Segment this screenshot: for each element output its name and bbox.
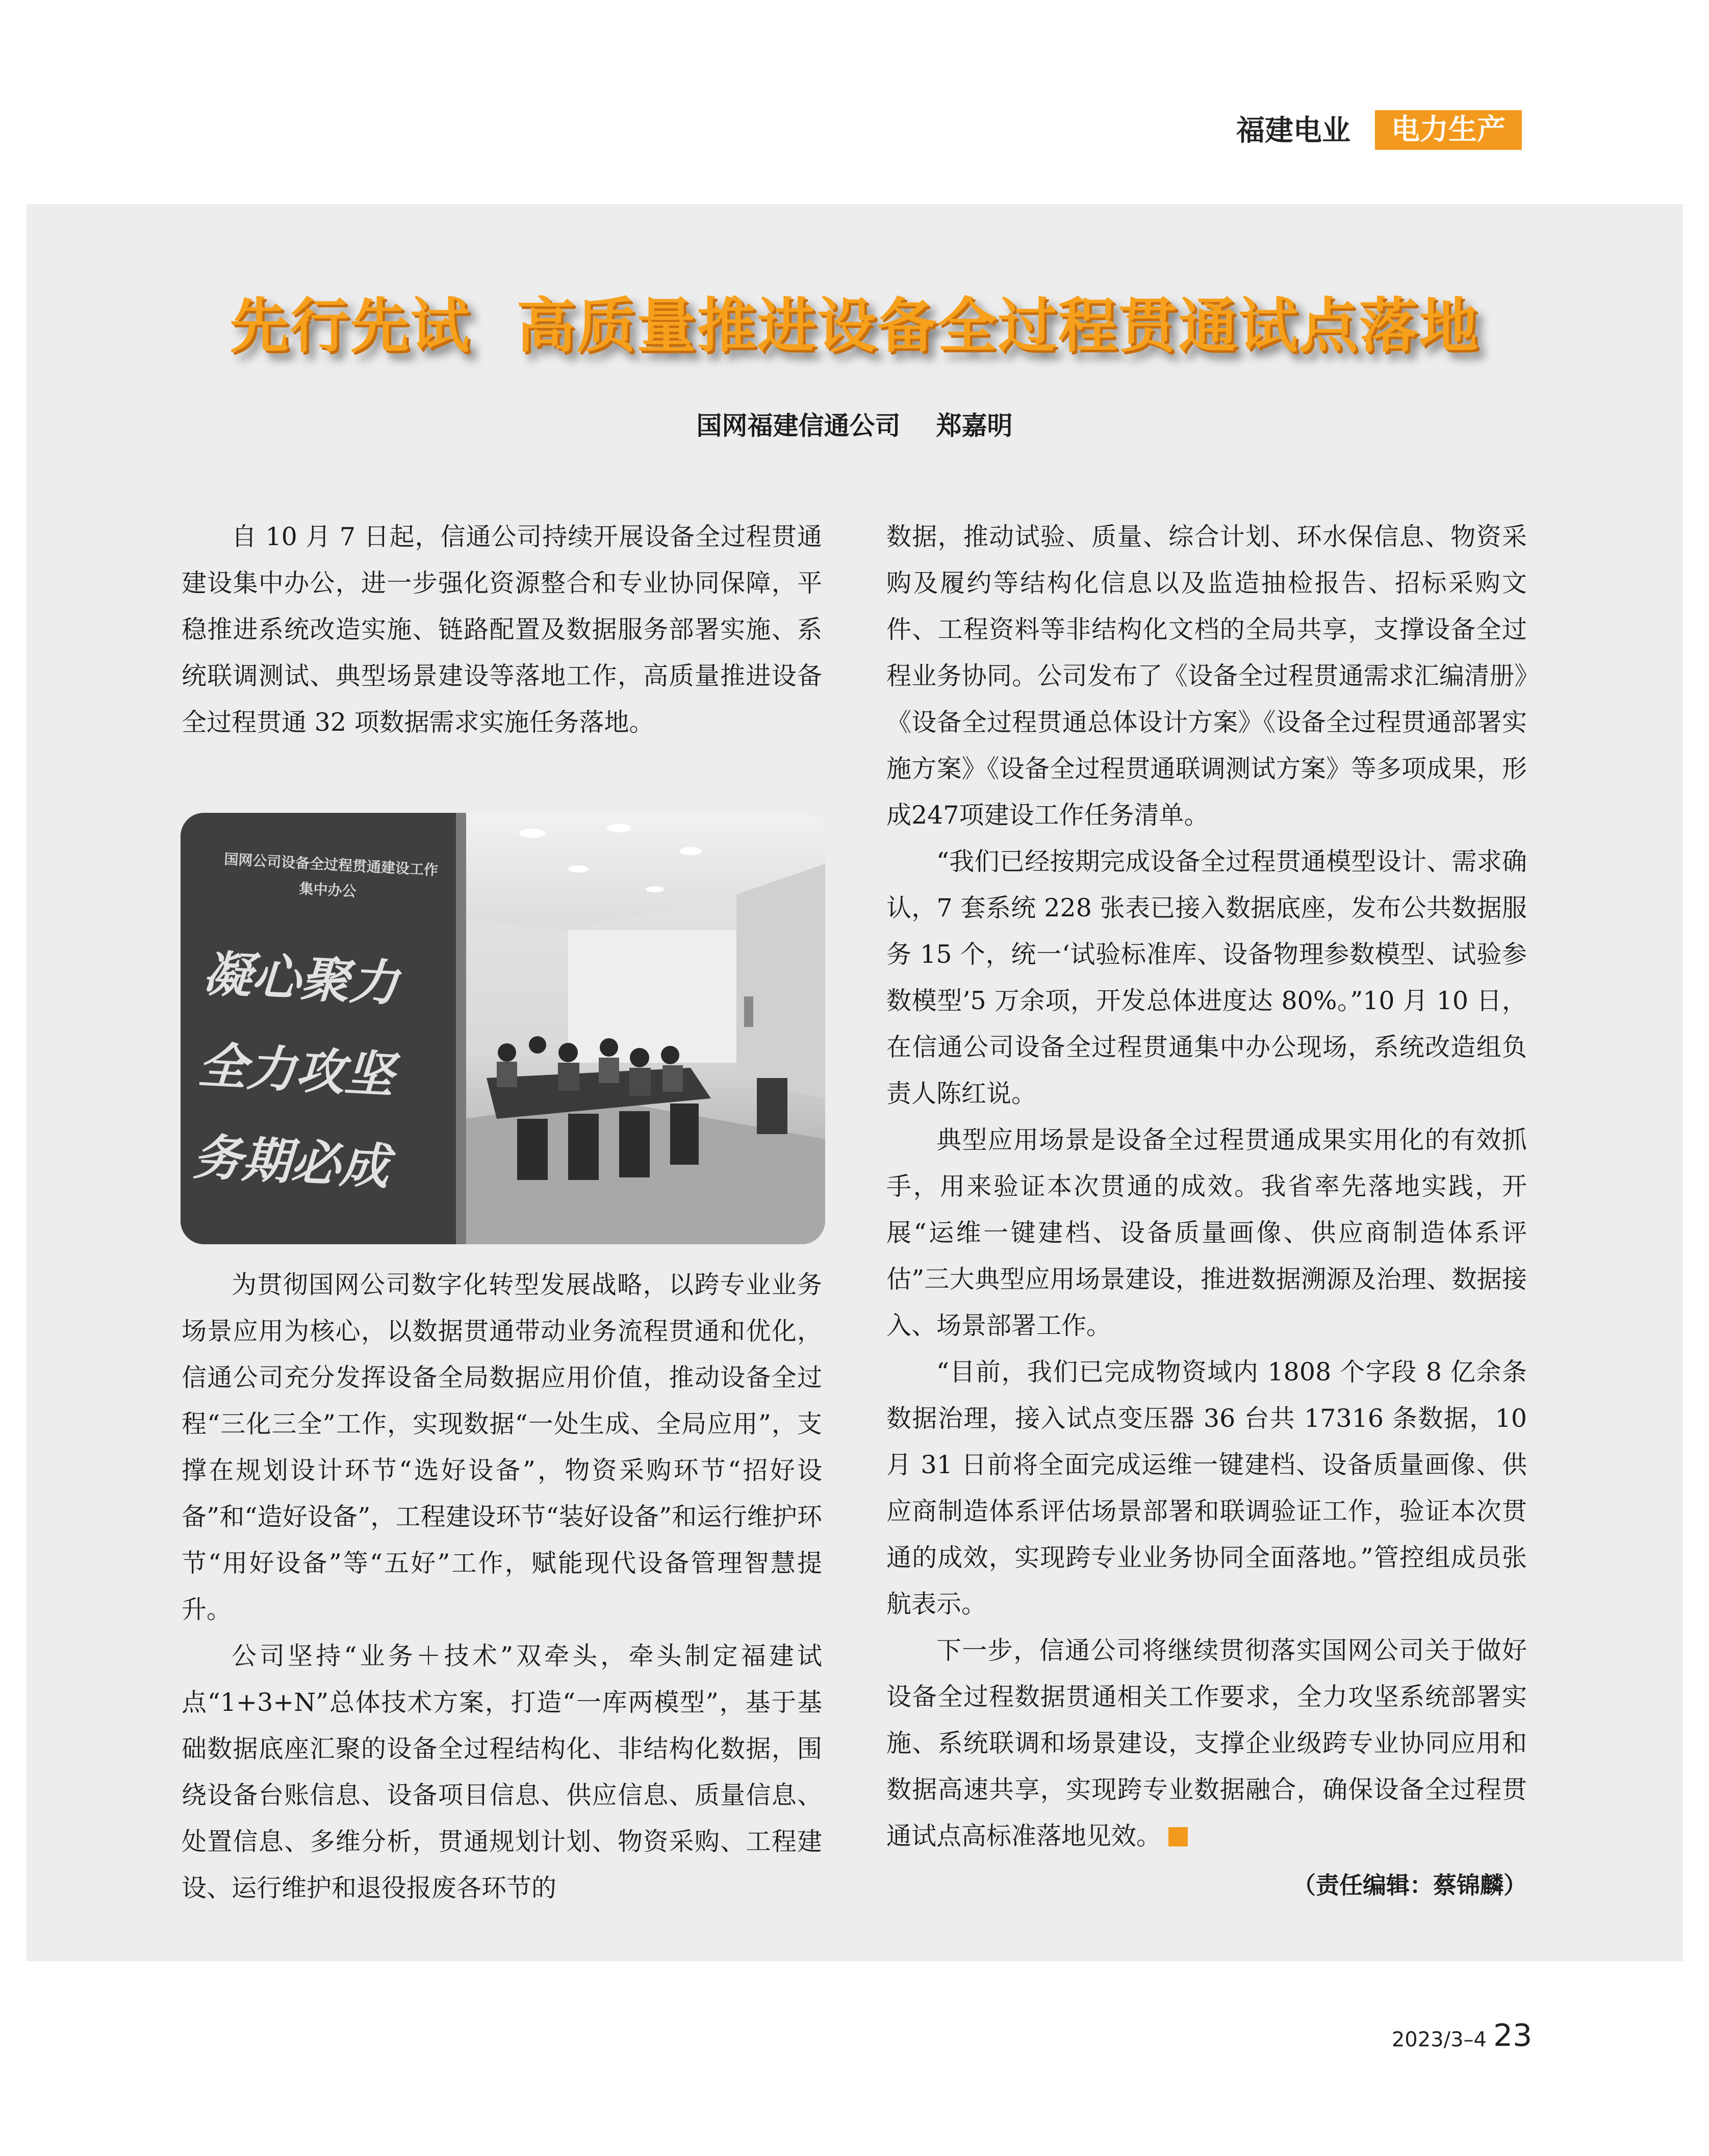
issue-number: 2023/3–4 — [1391, 2028, 1487, 2051]
final-paragraph-text: 下一步，信通公司将继续贯彻落实国网公司关于做好设备全过程数据贯通相关工作要求，全力攻坚系统部署实施、系统联调和场景建设，支撑企业级跨专业协同应用和数据高速共享，实现跨专业数据融合，确保设备全过程贯通试点高标准落地见效。 — [886, 1636, 1527, 1851]
author-name: 郑嘉明 — [936, 411, 1013, 441]
paragraph: 自 10 月 7 日起，信通公司持续开展设备全过程贯通建设集中办公，进一步强化资源整合和专业协同保障，平稳推进系统改造实施、链路配置及数据服务部署实施、系统联调测试、典型场景建设等落地工作，高质量推进设备全过程贯通 32 项数据需求实施任务落地。 — [182, 522, 822, 737]
right-column — [886, 514, 1527, 1859]
paragraph: 典型应用场景是设备全过程贯通成果实用化的有效抓手，用来验证本次贯通的成效。我省率先落地实践，开展“运维一键建档、设备质量画像、供应商制造体系评估”三大典型应用场景建设，推进数据溯源及治理、数据接入、场景部署工作。 — [886, 1125, 1527, 1340]
slogan-3: 务期必成 — [191, 1128, 391, 1196]
left-column-top — [182, 514, 822, 746]
editor-credit: （责任编辑：蔡锦麟） — [1292, 1871, 1527, 1899]
section-badge: 电力生产 — [1375, 110, 1522, 150]
author-org: 国网福建信通公司 — [696, 411, 901, 441]
office-photo — [181, 813, 825, 1244]
banner-line1: 国网公司设备全过程贯通建设工作 — [223, 851, 439, 879]
paragraph-final — [886, 1627, 1527, 1859]
paragraph-continued: 数据，推动试验、质量、综合计划、环水保信息、物资采购及履约等结构化信息以及监造抽检报告、招标采购文件、工程资料等非结构化文档的全局共享，支撑设备全过程业务协同。公司发布了《设备全过程贯通需求汇编清册》《设备全过程贯通总体设计方案》《设备全过程贯通部署实施方案》《设备全过程贯通联调测试方案》等多项成果，形成247项建设工作任务清单。 — [886, 522, 1527, 830]
title-part2: 高质量推进设备全过程贯通试点落地 — [516, 292, 1480, 361]
article-title — [0, 291, 1709, 362]
left-column-bottom — [182, 1262, 822, 1911]
paragraph: 公司坚持“业务＋技术”双牵头，牵头制定福建试点“1+3+N”总体技术方案，打造“一库两模型”，基于基础数据底座汇聚的设备全过程结构化、非结构化数据，围绕设备台账信息、设备项目信息、供应信息、质量信息、处置信息、多维分析，贯通规划计划、物资采购、工程建设、运行维护和退役报废各环节的 — [182, 1641, 822, 1903]
byline — [0, 408, 1709, 444]
paragraph: 为贯彻国网公司数字化转型发展战略，以跨专业业务场景应用为核心，以数据贯通带动业务流程贯通和优化，信通公司充分发挥设备全局数据应用价值，推动设备全过程“三化三全”工作，实现数据“一处生成、全局应用”，支撑在规划设计环节“选好设备”，物资采购环节“招好设备”和“造好设备”，工程建设环节“装好设备”和运行维护环节“用好设备”等“五好”工作，赋能现代设备管理智慧提升。 — [182, 1270, 822, 1624]
page-number: 23 — [1493, 2018, 1533, 2054]
magazine-brand: 福建电业 — [1236, 114, 1350, 147]
paragraph: “目前，我们已完成物资域内 1808 个字段 8 亿余条数据治理，接入试点变压器 36 台共 17316 条数据，10 月 31 日前将全面完成运维一键建档、设备质量画像、供应商制造体系评估场景部署和联调验证工作，验证本次贯通的成效，实现跨专业业务协同全面落地。”管控组成员张航表示。 — [886, 1357, 1527, 1619]
paragraph: “我们已经按期完成设备全过程贯通模型设计、需求确认，7 套系统 228 张表已接入数据底座，发布公共数据服务 15 个，统一‘试验标准库、设备物理参数模型、试验参数模型’5 万余项，开发总体进度达 80%。”10 月 10 日，在信通公司设备全过程贯通集中办公现场，系统改造组负责人陈红说。 — [886, 847, 1527, 1108]
end-square-icon — [1168, 1827, 1188, 1846]
slogan-2: 全力攻坚 — [196, 1037, 395, 1105]
banner-line2: 集中办公 — [298, 880, 357, 900]
slogan-1: 凝心聚力 — [201, 945, 400, 1013]
title-part1: 先行先试 — [229, 292, 471, 361]
